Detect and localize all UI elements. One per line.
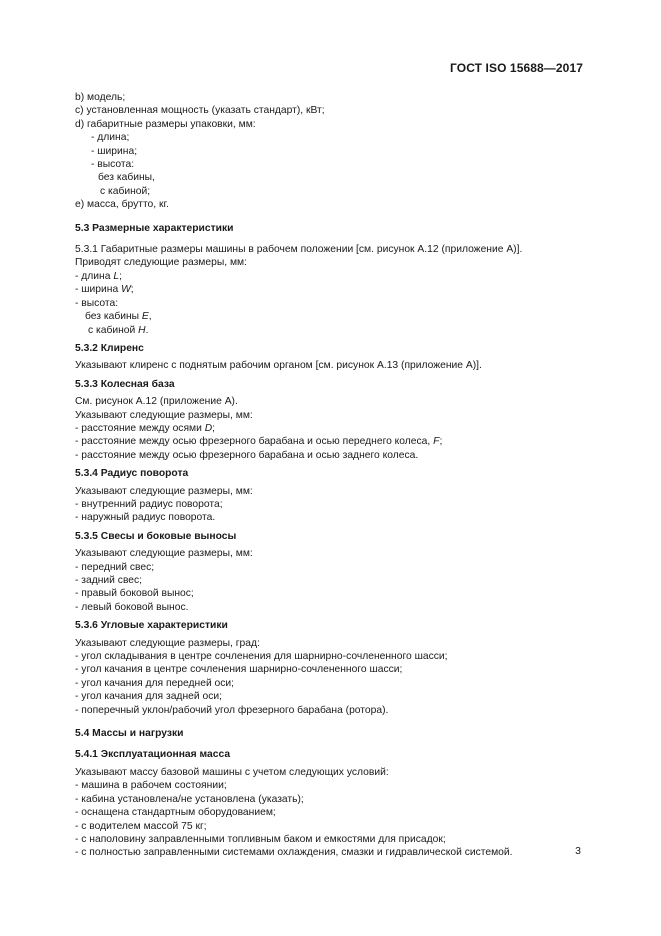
list-item-e: e) масса, брутто, кг. (75, 199, 169, 211)
variable: H (138, 324, 146, 336)
paragraph: Указывают следующие размеры, мм: (75, 409, 253, 421)
list-item-b: b) модель; (75, 92, 126, 103)
list-item: - угол качания для задней оси; (75, 691, 222, 703)
paragraph: Указывают следующие размеры, град: (75, 637, 260, 649)
section-heading-5-3-2: 5.3.2 Клиренс (75, 342, 144, 354)
paragraph: Указывают следующие размеры, мм: (75, 485, 253, 497)
list-item: - с наполовину заправленными топливным баком и емкостями для присадок; (75, 833, 446, 845)
variable: F (433, 436, 440, 448)
list-item-d: d) габаритные размеры упаковки, мм: (75, 118, 256, 130)
list-item: - с полностью заправленными системами охлаждения, смазки и гидравлической системой. (75, 847, 513, 859)
list-item: - угол качания в центре сочленения шарнирно-сочлененного шасси; (75, 664, 403, 676)
list-item: - левый боковой вынос. (75, 601, 189, 613)
paragraph: Указывают клиренс с поднятым рабочим органом [см. рисунок А.13 (приложение А)]. (75, 360, 482, 372)
page-body (75, 91, 595, 860)
variable: D (204, 422, 213, 434)
list-subitem: с кабиной H. (88, 324, 149, 336)
list-item: - расстояние между осью фрезерного барабана и осью заднего колеса. (75, 449, 419, 461)
section-heading-5-3: 5.3 Размерные характеристики (75, 222, 234, 234)
paragraph: Указывают массу базовой машины с учетом следующих условий: (75, 766, 389, 778)
section-heading-5-3-3: 5.3.3 Колесная база (75, 378, 175, 390)
list-item: - угол складывания в центре сочленения для шарнирно-сочлененного шасси; (75, 651, 448, 663)
list-subitem-width: - ширина; (91, 145, 138, 157)
paragraph: 5.3.1 Габаритные размеры машины в рабочем положении [см. рисунок А.12 (приложение А)]. (75, 244, 523, 256)
variable: W (121, 284, 131, 296)
paragraph: Приводят следующие размеры, мм: (75, 257, 247, 269)
list-item: - высота: (75, 297, 119, 309)
list-item: - угол качания для передней оси; (75, 677, 235, 689)
list-subitem: без кабины E, (85, 311, 152, 323)
section-heading-5-4: 5.4 Массы и нагрузки (75, 728, 184, 740)
list-item: - внутренний радиус поворота; (75, 498, 223, 510)
list-item: - расстояние между осями D; (75, 422, 216, 434)
section-heading-5-3-4: 5.3.4 Радиус поворота (75, 468, 189, 480)
variable: E (141, 311, 149, 323)
paragraph: См. рисунок А.12 (приложение А). (75, 396, 238, 408)
variable: L (113, 270, 120, 282)
page-number: 3 (575, 845, 581, 857)
list-item: - длина L; (75, 270, 122, 282)
list-subitem-no-cab: без кабины, (98, 172, 155, 184)
list-subitem-length: - длина; (91, 132, 130, 144)
list-item: - передний свес; (75, 561, 155, 573)
list-item: - ширина W; (75, 284, 134, 296)
list-item: - оснащена стандартным оборудованием; (75, 807, 276, 819)
list-item: - правый боковой вынос; (75, 588, 194, 600)
section-heading-5-4-1: 5.4.1 Эксплуатационная масса (75, 749, 231, 761)
paragraph: Указывают следующие размеры, мм: (75, 548, 253, 560)
list-item: - машина в рабочем состоянии; (75, 780, 227, 792)
document-header: ГОСТ ISO 15688—2017 (450, 61, 583, 75)
list-item: - задний свес; (75, 575, 143, 586)
section-heading-5-3-5: 5.3.5 Свесы и боковые выносы (75, 530, 237, 542)
list-item: - с водителем массой 75 кг; (75, 820, 207, 832)
list-item: - кабина установлена/не установлена (указать); (75, 793, 304, 805)
list-item-c: c) установленная мощность (указать стандарт), кВт; (75, 105, 325, 117)
list-item: - поперечный уклон/рабочий угол фрезерного барабана (ротора). (75, 704, 389, 716)
list-item: - наружный радиус поворота. (75, 512, 216, 524)
section-heading-5-3-6: 5.3.6 Угловые характеристики (75, 620, 228, 632)
list-subitem-height: - высота: (91, 159, 135, 171)
list-subitem-cab: с кабиной; (100, 185, 151, 197)
list-item: - расстояние между осью фрезерного барабана и осью переднего колеса, F; (75, 436, 443, 448)
